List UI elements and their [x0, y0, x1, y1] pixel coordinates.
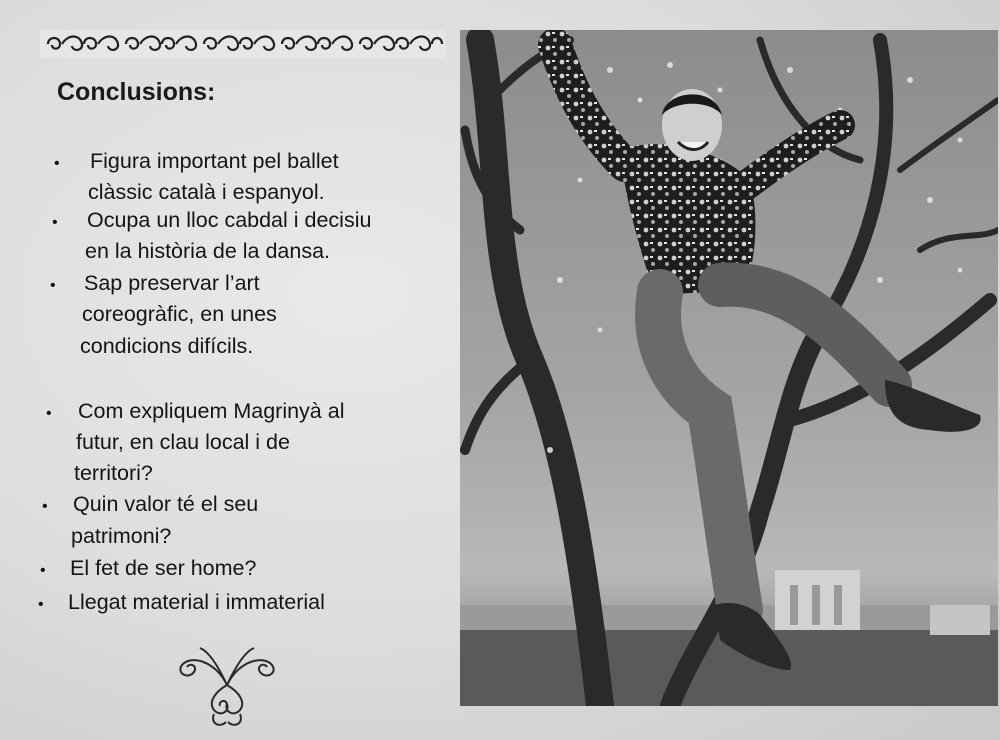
- bullet-line: El fet de ser home?: [70, 556, 257, 580]
- ornamental-flourish-icon: [170, 640, 285, 730]
- bullet-line: en la història de la dansa.: [85, 239, 331, 263]
- bullet-line: clàssic català i espanyol.: [88, 180, 325, 204]
- bullet-line: patrimoni?: [71, 524, 172, 548]
- bullet-line: Figura important pel ballet: [90, 149, 339, 173]
- bullet-line: condicions difícils.: [80, 334, 254, 358]
- bullet-line: territori?: [74, 461, 153, 485]
- ornamental-border-icon: [40, 30, 445, 58]
- bullet-line: futur, en clau local i de: [76, 430, 290, 454]
- bullet-line: Ocupa un lloc cabdal i decisiu: [87, 208, 372, 232]
- bullet-line: Com expliquem Magrinyà al: [78, 399, 345, 423]
- bullet-line: Quin valor té el seu: [73, 492, 259, 516]
- presentation-slide: Conclusions: • Figura important pel ballet clàssic català i espanyol. • Ocupa un lloc cabdal i decisiu en la història de la dansa. • Sap preservar l’art coreogràfic, en unes condicions difícils. • Com expliquem Magrinyà al futur, en clau local i de territori? • Quin valor té el seu patrimoni? • El fet de ser home? • Llegat material i immaterial: [0, 0, 1000, 740]
- photo-man-in-tree: [460, 30, 998, 706]
- bullet-line: Sap preservar l’art: [84, 271, 260, 295]
- bullet-line: coreogràfic, en unes: [82, 302, 277, 326]
- slide-title: Conclusions:: [57, 78, 216, 106]
- bullet-line: Llegat material i immaterial: [68, 590, 325, 614]
